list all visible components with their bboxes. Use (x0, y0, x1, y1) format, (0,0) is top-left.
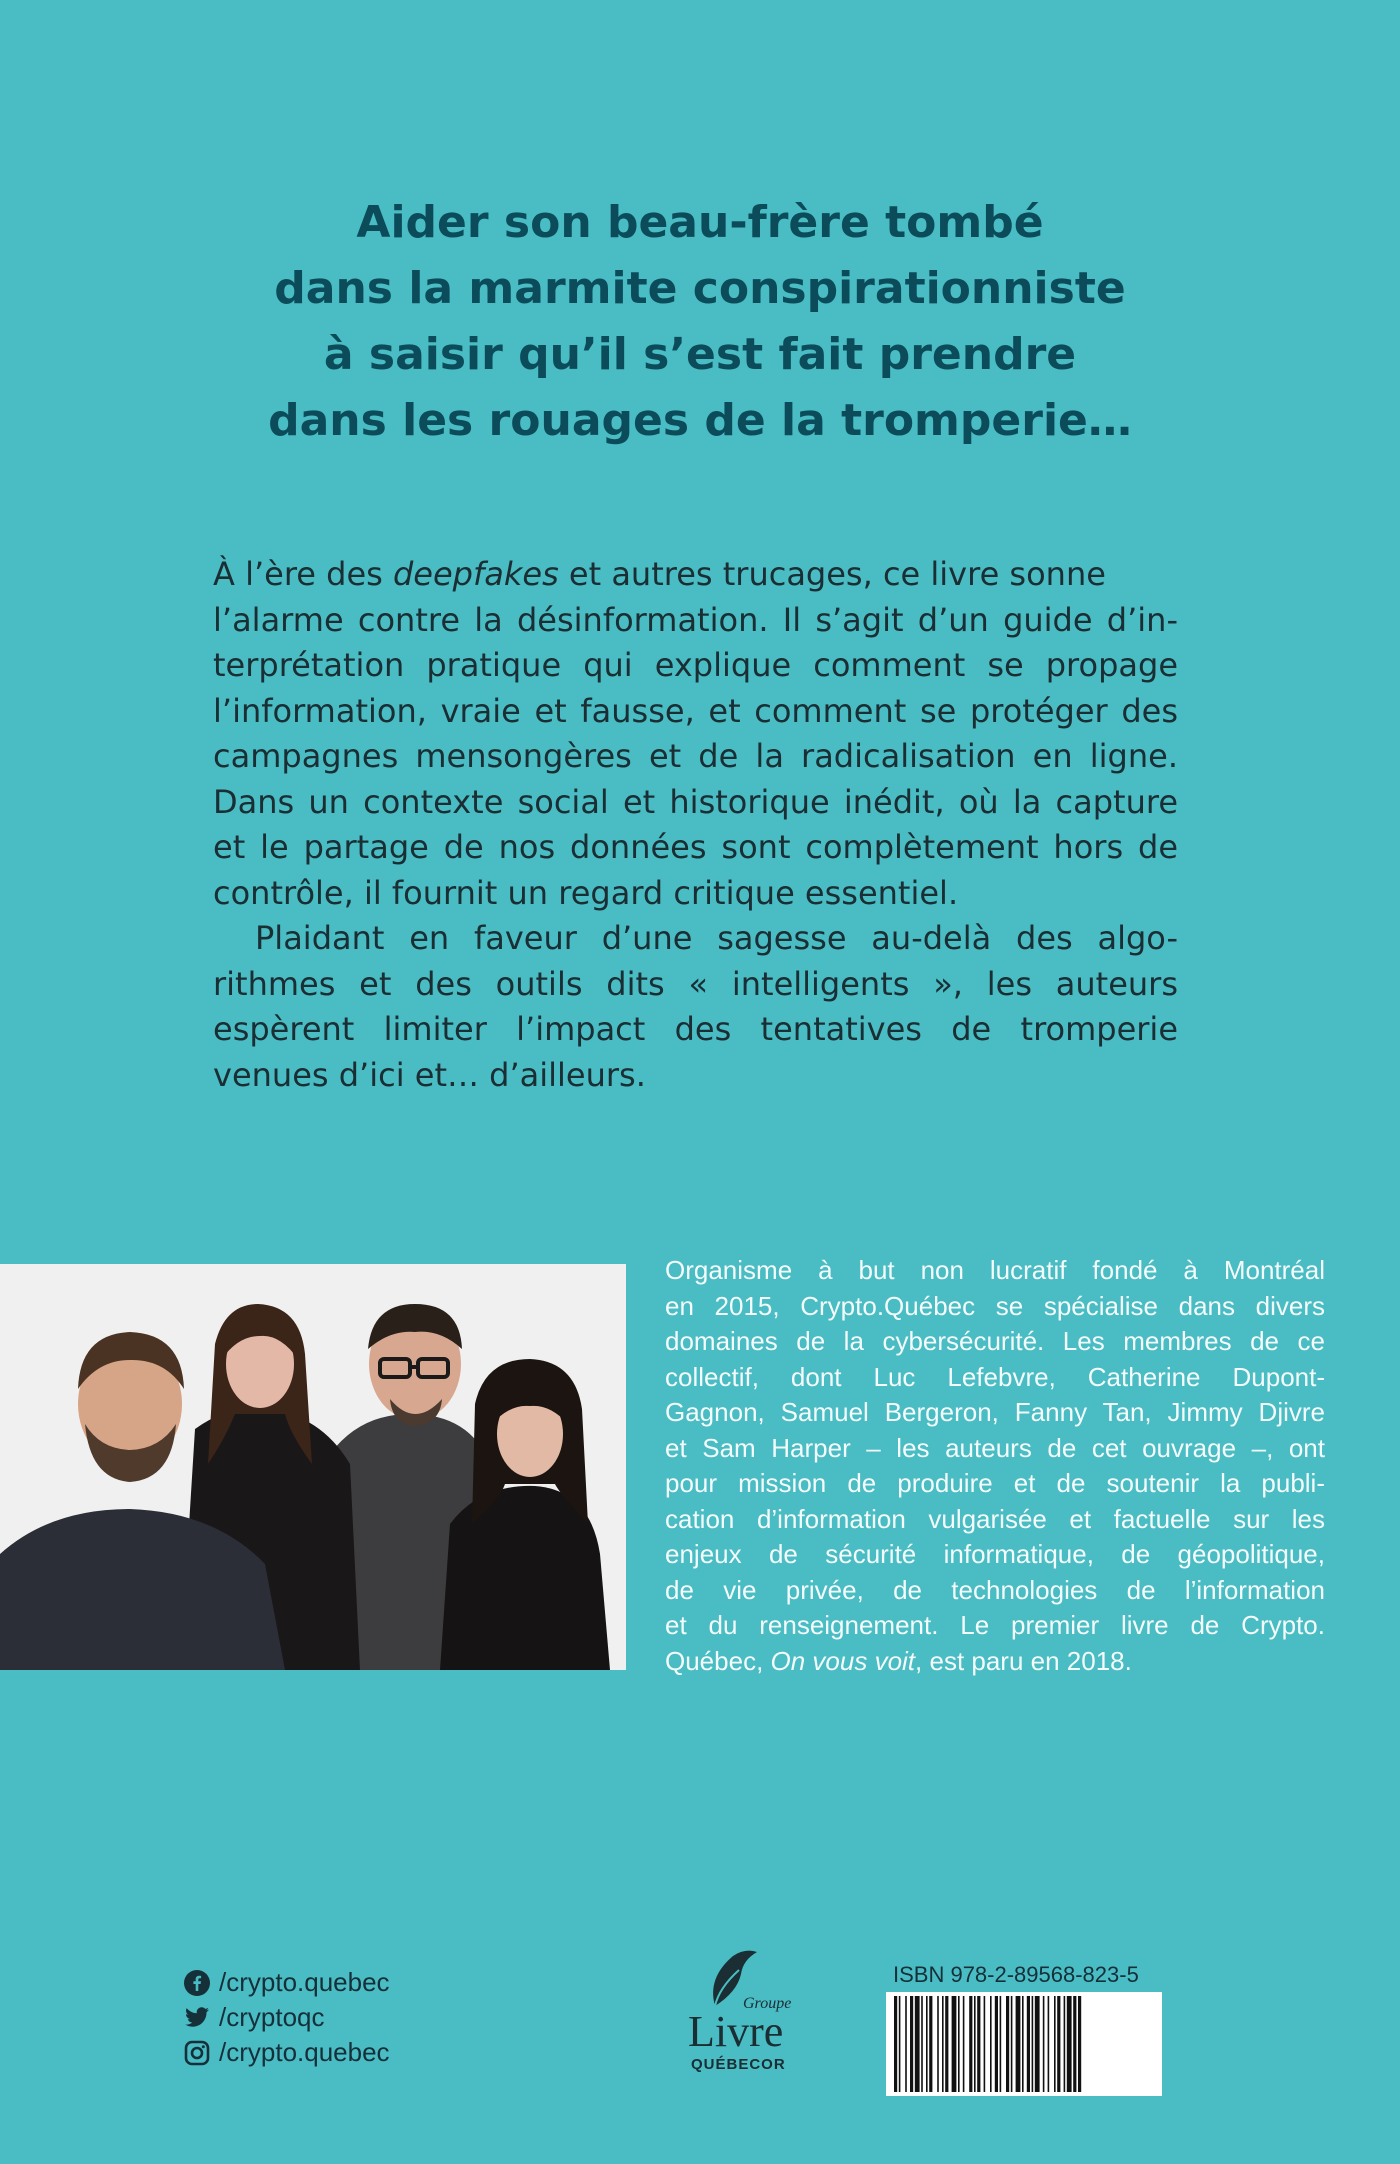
barcode-bar (1078, 1996, 1081, 2092)
blurb-line: l’alarme contre la désinformation. Il s’agit d’un guide d’in- (213, 600, 1178, 639)
barcode-bar (1064, 1996, 1066, 2092)
headline (0, 190, 1400, 454)
instagram-handle: /crypto.quebec (219, 2037, 390, 2067)
authors-bio (665, 1253, 1325, 1679)
barcode-bar (990, 1996, 992, 2092)
publisher-quebecor: QUÉBECOR (691, 2056, 786, 2073)
barcode-bar (1022, 1996, 1024, 2092)
barcode-bar (915, 1996, 920, 2092)
barcode-bar (1043, 1996, 1045, 2092)
headline-line: Aider son beau-frère tombé (356, 197, 1044, 248)
publisher-livre: Livre (688, 2007, 784, 2056)
facebook-icon (183, 1969, 211, 1997)
barcode-bar (1027, 1996, 1030, 2092)
barcode-bar (899, 1996, 901, 2092)
bio-line: Gagnon, Samuel Bergeron, Fanny Tan, Jimmy Djivre (665, 1397, 1325, 1427)
bio-line: et du renseignement. Le premier livre de Crypto. (665, 1610, 1325, 1640)
barcode-bar (984, 1996, 986, 2092)
bio-line: pour mission de produire et de soutenir la publi- (665, 1468, 1325, 1498)
blurb-line: et le partage de nos données sont complètement hors de (213, 828, 1178, 866)
blurb-line: espèrent limiter l’impact des tentatives de tromperie (213, 1010, 1178, 1048)
isbn-number: ISBN 978-2-89568-823-5 (893, 1962, 1139, 1987)
bio-text: Québec, (665, 1645, 771, 1676)
instagram-icon (183, 2039, 211, 2067)
headline-line: à saisir qu’il s’est fait prendre (323, 329, 1077, 380)
barcode-bar (995, 1996, 998, 2092)
publisher-logo (665, 1948, 815, 2083)
barcode-bar (1000, 1996, 1002, 2092)
barcode-bar (929, 1996, 932, 2092)
bio-line: collectif, dont Luc Lefebvre, Catherine Dupont- (665, 1361, 1325, 1392)
barcode-bar (921, 1996, 923, 2092)
twitter-icon (183, 2004, 211, 2032)
bio-line: Organisme à but non lucratif fondé à Montréal (665, 1255, 1325, 1285)
blurb-line: contrôle, il fournit un regard critique essentiel. (213, 873, 959, 912)
blurb-line: venues d’ici et… d’ailleurs. (213, 1055, 646, 1094)
barcode-bar (974, 1996, 976, 2092)
barcode-bar (905, 1996, 907, 2092)
bio-line: et Sam Harper – les auteurs de cet ouvrage –, ont (665, 1432, 1325, 1463)
twitter-handle: /cryptoqc (219, 2002, 325, 2032)
social-twitter (183, 2000, 390, 2035)
barcode-bar (1057, 1996, 1060, 2092)
authors-illustration (0, 1264, 626, 1670)
barcode-bar (977, 1996, 980, 2092)
publisher-groupe: Groupe (743, 1995, 792, 2012)
barcode-bar (894, 1996, 897, 2092)
barcode-bar (1067, 1996, 1072, 2092)
barcode-bar (1016, 1996, 1021, 2092)
barcode-bar (969, 1996, 972, 2092)
barcode-bar (1054, 1996, 1056, 2092)
bio-text: , est paru en 2018. (915, 1645, 1132, 1676)
social-links (183, 1965, 390, 2070)
headline-line: dans les rouages de la tromperie… (268, 395, 1132, 446)
barcode-bar (1048, 1996, 1050, 2092)
book-blurb (213, 552, 1178, 1098)
bio-line: en 2015, Crypto.Québec se spécialise dans divers (665, 1290, 1325, 1321)
barcode-bar (910, 1996, 913, 2092)
barcode-bar (942, 1996, 944, 2092)
bio-line: enjeux de sécurité informatique, de géopolitique, (665, 1539, 1325, 1569)
social-instagram (183, 2035, 390, 2070)
headline-line: dans la marmite conspirationniste (274, 263, 1126, 314)
barcode (886, 1992, 1162, 2096)
barcode-bar (945, 1996, 948, 2092)
bio-line (665, 1644, 1325, 1680)
authors-photo (0, 1264, 626, 1670)
social-facebook (183, 1965, 390, 2000)
barcode-bar (1073, 1996, 1076, 2092)
barcode-bar (958, 1996, 960, 2092)
barcode-bar (937, 1996, 939, 2092)
barcode-bar (1006, 1996, 1009, 2092)
blurb-line: Plaidant en faveur d’une sagesse au-delà des algo- (255, 919, 1178, 957)
blurb-text: et autres trucages, ce livre sonne (558, 555, 1106, 593)
blurb-text: À l’ère des (213, 555, 393, 593)
bio-line: domaines de la cybersécurité. Les membres de ce (665, 1326, 1325, 1356)
blurb-line: campagnes mensongères et de la radicalisation en ligne. (213, 737, 1178, 775)
barcode-bar (1035, 1996, 1040, 2092)
blurb-italic-term: deepfakes (392, 555, 559, 593)
barcode-bar (1011, 1996, 1013, 2092)
barcode-bar (1032, 1996, 1034, 2092)
blurb-line: Dans un contexte social et historique inédit, où la capture (213, 782, 1178, 821)
facebook-handle: /crypto.quebec (219, 1967, 390, 1997)
blurb-line (213, 552, 1178, 598)
barcode-bars (886, 1992, 1162, 2096)
blurb-line: l’information, vraie et fausse, et comment se protéger des (213, 691, 1178, 730)
blurb-line: rithmes et des outils dits « intelligents », les auteurs (213, 964, 1178, 1003)
bio-line: cation d’information vulgarisée et factuelle sur les (665, 1503, 1325, 1534)
bio-book-title: On vous voit (770, 1645, 916, 1676)
bio-line: de vie privée, de technologies de l’information (665, 1574, 1325, 1605)
barcode-bar (926, 1996, 928, 2092)
blurb-line: terprétation pratique qui explique comment se propage (213, 646, 1178, 684)
barcode-bar (952, 1996, 957, 2092)
barcode-bar (963, 1996, 965, 2092)
